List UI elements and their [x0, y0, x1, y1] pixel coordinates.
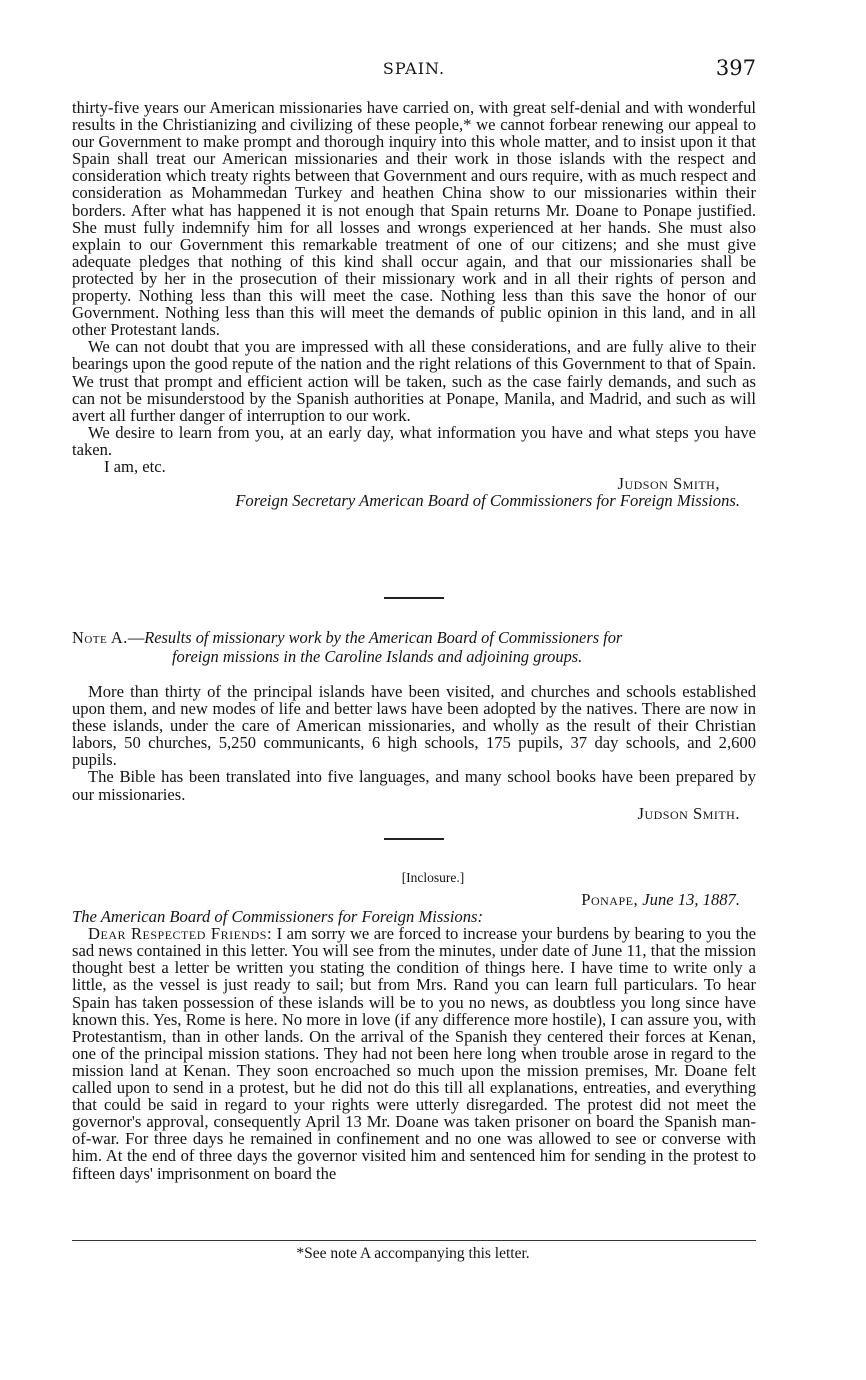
page-number: 397 [715, 56, 756, 80]
letter-signature: Judson Smith, [617, 474, 720, 494]
note-a-label: Note A. [72, 628, 128, 647]
section-rule-2 [384, 838, 444, 840]
note-a-heading [72, 628, 756, 666]
note-a-signature: Judson Smith. [637, 803, 740, 823]
inclosure-letter [72, 891, 756, 1182]
letter-closing: I am, etc. [104, 456, 166, 476]
inclosure-date: June 13, 1887. [642, 890, 740, 909]
note-a-dash: — [127, 628, 145, 647]
inclosure-addressee: The American Board of Commissioners for Foreign Missions: [72, 907, 484, 927]
section-rule [384, 597, 444, 599]
letter-paragraph-1: thirty-five years our American missionaries have carried on, with great self-denial and with wonderful results in the Christianizing and civilizing of these people,* we cannot forbear renewing our appeal to our Government to make prompt and thorough inquiry into this whole matter, and to insist upon it that Spain shall treat our American missionaries and their work in those islands with the respect and consideration which treaty rights between that Government and ours require, with as much respect and consideration as Mohammedan Turkey and heathen China show to our missionaries within their borders. After what has happened it is not enough that Spain returns Mr. Doane to Ponape justified. She must fully indemnify him for all losses and wrongs experienced at her hands. She must also explain to our Government this remarkable treatment of one of our citizens; and she must give adequate pledges that nothing of this kind shall occur again, and that our missionaries shall be protected by her in the prosecution of their missionary work and in all their rights of person and property. Nothing less than this will meet the case. Nothing less than this save the honor of our Government. Nothing less than this will meet the demands of public opinion in this land, and in all other Protestant lands. [72, 98, 756, 340]
footnote-rule [72, 1240, 756, 1241]
footnote: *See note A accompanying this letter. [296, 1245, 530, 1262]
note-a-title-line-1: Results of missionary work by the American Board of Commissioners for [144, 628, 623, 647]
note-a-paragraph-1: More than thirty of the principal islands have been visited, and churches and schools established upon them, and new modes of life and better laws have been adopted by the natives. There are now in these islands, under the care of American missionaries, and wholly as the result of their Christian labors, 50 churches, 5,250 communicants, 6 high schools, 175 pupils, 37 day schools, and 2,600 pupils. [72, 682, 756, 770]
note-a-paragraph-2: The Bible has been translated into five languages, and many school books have been prepared by our missionaries. [72, 767, 756, 804]
inclosure-body [72, 925, 756, 1181]
letter-body [72, 99, 756, 509]
letter-paragraph-2: We can not doubt that you are impressed with all these considerations, and are fully alive to their bearings upon the good repute of the nation and the right relations of this Government to that of Spain. We trust that prompt and efficient action will be taken, such as the case fairly demands, and such as can not be misunderstood by the Spanish authorities at Ponape, Manila, and Madrid, and such as will avert all further danger of interruption to our work. [72, 337, 756, 425]
inclosure-place: Ponape, [581, 890, 639, 909]
running-head: SPAIN. [382, 59, 446, 78]
inclosure-label: [Inclosure.] [401, 870, 465, 885]
page-header [72, 56, 756, 82]
letter-signature-title: Foreign Secretary American Board of Commissioners for Foreign Missions. [235, 491, 740, 511]
letter-paragraph-3: We desire to learn from you, at an early day, what information you have and what steps you have taken. [72, 422, 756, 459]
note-a-body [72, 683, 756, 822]
inclosure-salutation: Dear Respected Friends: [88, 924, 273, 944]
inclosure-body-text: I am sorry we are forced to increase your burdens by bearing to you the sad news contained in this letter. You will see from the minutes, under date of June 11, that the mission thought best a letter be written you stating the condition of things here. I have time to write only a little, as the vessel is just ready to sail; but from Mrs. Rand you can learn full particulars. To hear Spain has taken possession of these islands will be to you no news, as doubtless you long since have known this. Yes, Rome is here. No more in love (if any difference more hostile), I can assure you, with Protestantism, than in other lands. On the arrival of the Spanish they centered their forces at Kenan, one of the principal mission stations. They had not been here long when trouble arose in regard to the mission land at Kenan. They soon encroached so much upon the mission premises, Mr. Doane felt called upon to send in a protest, but he did not do this till all explanations, entreaties, and everything that could be said in regard to your rights were utterly disregarded. The protest did not meet the governor's approval, consequently April 13 Mr. Doane was taken prisoner on board the Spanish man-of-war. For three days he remained in confinement and no one was allowed to see or converse with him. At the end of three days the governor visited him and sentenced him for sending in the protest to fifteen days' imprisonment on board the [72, 924, 756, 1183]
note-a-title-line-2: foreign missions in the Caroline Islands and adjoining groups. [172, 647, 583, 666]
inclosure-dateline [72, 891, 756, 908]
